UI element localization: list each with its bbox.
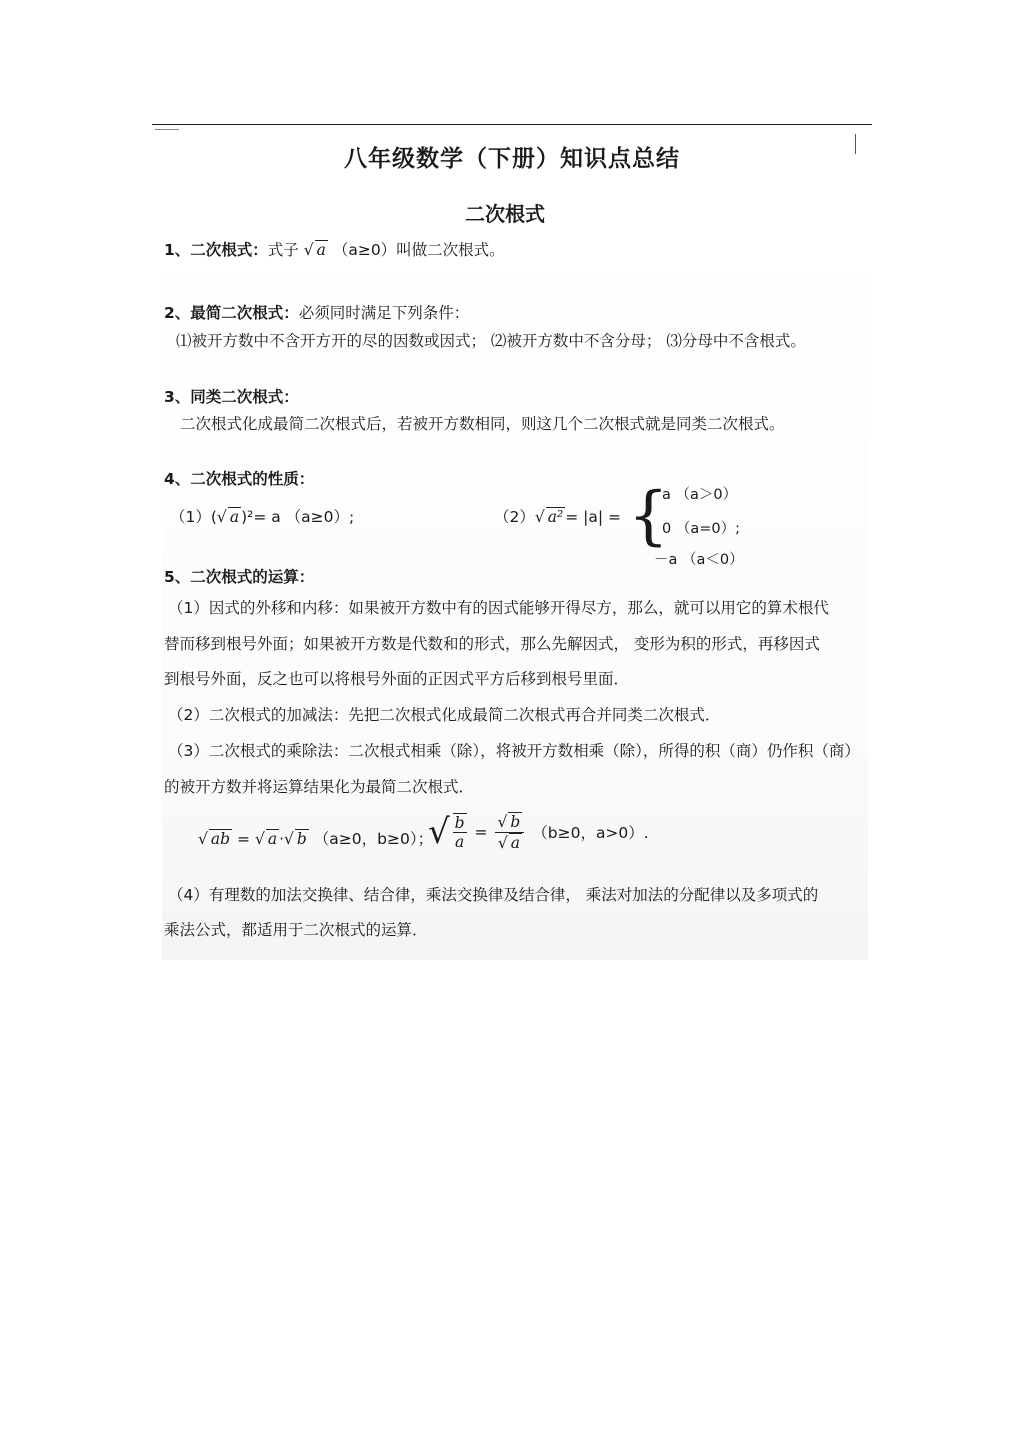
s3-heading <box>164 385 299 407</box>
s5-p1-line1: （1）因式的外移和内移：如果被开方数中有的因式能够开得尽方，那么，就可以用它的算术根代 <box>168 599 829 617</box>
s5-heading <box>164 565 314 587</box>
brace-icon: { <box>628 479 669 553</box>
s2-text: 必须同时满足下列条件： <box>298 304 470 322</box>
s4-heading-text: 4、二次根式的性质： <box>164 470 315 488</box>
f2-rhs-fraction <box>495 812 524 852</box>
f2-condition: （b≥0，a>0）. <box>532 824 649 843</box>
formula-product <box>198 827 433 849</box>
s4-p1-label: （1）( <box>170 508 217 526</box>
f1-radicand-ab: ab <box>210 830 231 848</box>
s1-line <box>164 238 505 260</box>
sqrt-icon: √ <box>497 833 508 852</box>
corner-mark <box>155 129 179 130</box>
f2-rhs-num-wrap <box>495 812 524 833</box>
sqrt-icon: √ <box>534 508 545 526</box>
f2-lhs-fraction <box>453 813 467 852</box>
s5-p4-line1: （4）有理数的加法交换律、结合律，乘法交换律及结合律， 乘法对加法的分配律以及多项式的 <box>168 886 819 904</box>
s3-heading-text: 3、同类二次根式： <box>164 388 299 406</box>
f2-equals: = <box>474 823 488 842</box>
sqrt-icon: √ <box>254 830 265 848</box>
sqrt-icon: √ <box>497 813 508 831</box>
s1-radicand: a <box>316 241 326 259</box>
s2-line <box>164 301 469 323</box>
page-title: 八年级数学（下册）知识点总结 <box>344 145 680 172</box>
s4-property-2 <box>494 505 621 527</box>
s2-conditions: ⑴被开方数中不含开方开的尽的因数或因式； ⑵被开方数中不含分母； ⑶分母中不含根式。 <box>176 332 806 350</box>
s5-p4-line2: 乘法公式，都适用于二次根式的运算． <box>164 921 428 939</box>
s3-text: 二次根式化成最简二次根式后，若被开方数相同，则这几个二次根式就是同类二次根式。 <box>180 415 785 433</box>
f1-dot: · <box>279 830 285 848</box>
f1-equals: = <box>237 830 250 848</box>
s5-p3-line1: （3）二次根式的乘除法：二次根式相乘（除），将被开方数相乘（除），所得的积（商）仍作积（商） <box>168 742 860 760</box>
s4-case-zero: 0 （a=0）; <box>662 521 740 537</box>
s4-p1-rest: )²= a （a≥0）; <box>241 508 355 526</box>
s4-case-negative: －a （a＜0） <box>654 552 744 568</box>
s5-heading-text: 5、二次根式的运算： <box>164 568 315 586</box>
s5-p3-line2: 的被开方数并将运算结果化为最简二次根式． <box>164 778 475 796</box>
s4-property-1 <box>170 505 354 527</box>
f2-rhs-den: a <box>510 833 520 852</box>
sqrt-icon: √ <box>428 812 450 853</box>
f1-radicand-a: a <box>267 830 278 848</box>
section-title: 二次根式 <box>465 202 545 226</box>
s4-p2-radicand: a² <box>547 508 564 526</box>
s4-p2-label: （2） <box>494 508 535 526</box>
f1-radicand-b: b <box>296 830 307 848</box>
s4-p2-eq: = |a| = <box>565 508 622 526</box>
s1-heading: 1、二次根式： <box>164 241 268 259</box>
s1-text: 式子 <box>267 241 299 259</box>
s1-condition: （a≥0）叫做二次根式。 <box>332 241 505 259</box>
f2-lhs-den: a <box>455 833 465 852</box>
sqrt-icon: √ <box>284 830 294 848</box>
sqrt-icon: √ <box>303 241 314 259</box>
sqrt-icon: √ <box>198 830 208 848</box>
f1-condition: （a≥0，b≥0）； <box>313 830 434 848</box>
f2-rhs-num: b <box>510 813 521 831</box>
f2-rhs-den-wrap <box>495 833 524 853</box>
s5-p1-line2: 替而移到根号外面；如果被开方数是代数和的形式，那么先解因式， 变形为积的形式，再移因式 <box>164 635 820 653</box>
f2-lhs-num: b <box>454 813 465 832</box>
formula-quotient <box>428 812 649 852</box>
s5-p2: （2）二次根式的加减法：先把二次根式化成最简二次根式再合并同类二次根式． <box>168 706 721 724</box>
s4-case-positive: a （a＞0） <box>662 487 738 503</box>
s5-p1-line3: 到根号外面，反之也可以将根号外面的正因式平方后移到根号里面． <box>164 670 630 688</box>
s4-p1-radicand: a <box>229 508 240 526</box>
s2-heading: 2、最简二次根式： <box>164 304 299 322</box>
s4-heading <box>164 467 314 489</box>
sqrt-icon: √ <box>216 508 227 526</box>
header-rule <box>152 124 872 125</box>
